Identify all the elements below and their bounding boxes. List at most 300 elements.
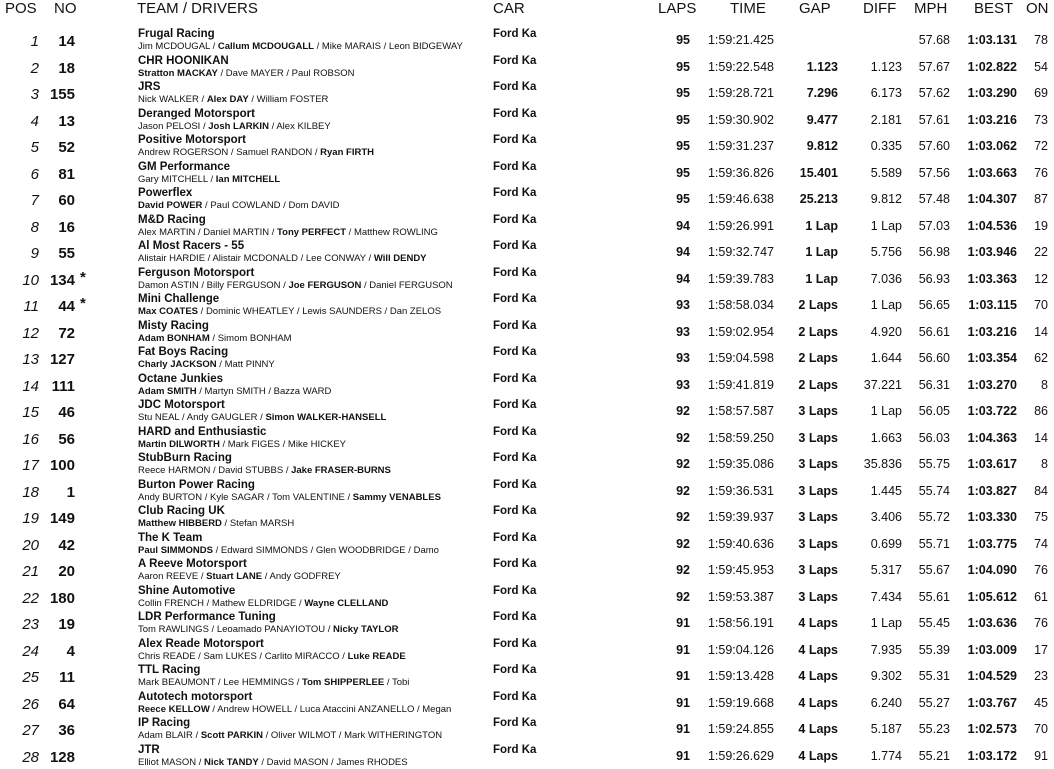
cell-drivers xyxy=(138,94,328,105)
cell-gap: 3 Laps xyxy=(798,430,838,445)
driver-name: Megan xyxy=(422,703,452,715)
cell-time: 1:59:39.783 xyxy=(707,271,774,286)
table-row xyxy=(0,54,1054,81)
cell-diff: 37.221 xyxy=(863,377,902,392)
cell-time: 1:59:45.953 xyxy=(707,563,774,577)
cell-pos: 14 xyxy=(22,377,39,395)
driver-separator: / xyxy=(209,703,218,715)
cell-time: 1:58:58.034 xyxy=(707,298,774,312)
cell-no: 44 xyxy=(58,298,75,315)
cell-on: 45 xyxy=(1034,695,1048,710)
cell-time: 1:59:40.636 xyxy=(707,536,774,551)
driver-name-highlight: Nicky TAYLOR xyxy=(333,624,399,635)
driver-name-highlight: Adam BONHAM xyxy=(138,332,210,344)
cell-laps: 94 xyxy=(676,271,690,286)
cell-team: M&D Racing xyxy=(138,213,206,226)
cell-laps: 92 xyxy=(676,536,690,551)
driver-name: Tom RAWLINGS xyxy=(138,624,209,635)
driver-name-highlight: Nick TANDY xyxy=(204,756,259,768)
driver-separator: / xyxy=(280,279,289,291)
cell-on: 14 xyxy=(1034,430,1048,445)
driver-name: Andy GAUGLER xyxy=(186,412,258,423)
cell-car: Ford Ka xyxy=(493,478,537,491)
cell-gap: 3 Laps xyxy=(798,510,838,524)
cell-mph: 57.03 xyxy=(918,218,950,233)
driver-name: Alex KILBEY xyxy=(276,120,331,132)
cell-laps: 93 xyxy=(676,324,690,339)
cell-on: 91 xyxy=(1034,748,1048,763)
cell-on: 8 xyxy=(1041,457,1048,471)
cell-car: Ford Ka xyxy=(493,399,537,411)
driver-separator: / xyxy=(217,67,226,79)
cell-no: 11 xyxy=(59,669,75,686)
cell-on: 70 xyxy=(1034,298,1048,312)
cell-on: 87 xyxy=(1034,192,1048,206)
driver-name: Leon BIDGEWAY xyxy=(388,41,463,52)
driver-name: Andy GODFREY xyxy=(269,571,341,582)
cell-car: Ford Ka xyxy=(493,690,537,703)
cell-mph: 56.31 xyxy=(918,377,950,392)
cell-gap: 3 Laps xyxy=(798,483,838,498)
cell-drivers xyxy=(138,412,386,423)
cell-diff: 1.774 xyxy=(870,748,902,763)
cell-pos: 18 xyxy=(22,483,39,501)
cell-gap: 15.401 xyxy=(799,165,838,180)
driver-separator: / xyxy=(179,412,187,423)
cell-gap: 3 Laps xyxy=(798,536,838,551)
cell-pos: 2 xyxy=(30,59,39,77)
cell-team: IP Racing xyxy=(138,717,191,729)
cell-mark: * xyxy=(80,295,86,312)
driver-name-highlight: Paul SIMMONDS xyxy=(138,544,213,556)
cell-diff: 5.317 xyxy=(870,563,902,577)
driver-name: Andrew ROGERSON xyxy=(138,147,229,158)
cell-best: 1:04.529 xyxy=(967,669,1017,683)
driver-separator: / xyxy=(325,624,334,635)
driver-separator: / xyxy=(291,703,300,715)
driver-name-highlight: Simon WALKER-HANSELL xyxy=(265,412,387,423)
driver-separator: / xyxy=(198,306,206,317)
driver-name-highlight: Adam SMITH xyxy=(138,385,197,397)
driver-separator: / xyxy=(196,385,205,397)
driver-name: Mathew ELDRIDGE xyxy=(211,597,297,609)
driver-separator: / xyxy=(265,385,274,397)
cell-team: A Reeve Motorsport xyxy=(138,558,247,570)
cell-team: GM Performance xyxy=(138,160,231,173)
driver-name: Lee HEMMINGS xyxy=(223,677,295,688)
driver-separator: / xyxy=(209,332,218,344)
table-row xyxy=(0,292,1054,319)
cell-mph: 57.62 xyxy=(918,86,950,100)
cell-drivers xyxy=(138,280,453,291)
cell-pos: 17 xyxy=(22,457,39,474)
cell-pos: 6 xyxy=(30,165,39,183)
cell-laps: 94 xyxy=(676,245,690,259)
cell-laps: 93 xyxy=(676,377,690,392)
cell-team: Al Most Racers - 55 xyxy=(138,240,245,252)
cell-gap: 1 Lap xyxy=(805,271,838,286)
cell-mph: 55.74 xyxy=(918,483,950,498)
driver-name-highlight: Callum MCDOUGALL xyxy=(217,41,314,52)
cell-time: 1:59:26.991 xyxy=(707,218,774,233)
cell-best: 1:03.363 xyxy=(967,271,1017,286)
cell-mph: 55.45 xyxy=(918,616,950,630)
driver-separator: / xyxy=(280,438,288,450)
driver-separator: / xyxy=(258,756,267,768)
cell-time: 1:59:36.531 xyxy=(707,483,774,498)
cell-drivers xyxy=(138,651,406,662)
cell-best: 1:03.617 xyxy=(967,457,1017,471)
cell-diff: 7.036 xyxy=(870,271,902,286)
driver-separator: / xyxy=(381,306,390,317)
cell-drivers xyxy=(138,439,346,450)
driver-name: Andy BURTON xyxy=(138,491,203,503)
cell-time: 1:59:21.425 xyxy=(707,33,774,47)
cell-no: 60 xyxy=(58,192,75,209)
cell-time: 1:59:24.855 xyxy=(707,722,774,736)
cell-no: 100 xyxy=(49,457,75,474)
driver-name-highlight: Tony PERFECT xyxy=(277,226,347,238)
table-row xyxy=(0,451,1054,478)
cell-car: Ford Ka xyxy=(493,54,537,67)
cell-on: 62 xyxy=(1034,351,1048,365)
cell-pos: 20 xyxy=(22,536,39,554)
driver-name: Mike HICKEY xyxy=(287,438,346,450)
cell-laps: 92 xyxy=(676,483,690,498)
cell-team: Frugal Racing xyxy=(138,28,215,40)
cell-time: 1:59:46.638 xyxy=(707,192,774,206)
cell-mph: 56.65 xyxy=(918,298,950,312)
cell-best: 1:04.307 xyxy=(967,192,1017,206)
cell-team: Club Racing UK xyxy=(138,505,225,517)
table-row xyxy=(0,425,1054,452)
cell-laps: 93 xyxy=(676,298,690,312)
header-no: NO xyxy=(54,0,77,17)
cell-mph: 56.03 xyxy=(918,430,950,445)
cell-car: Ford Ka xyxy=(493,743,537,756)
cell-no: 81 xyxy=(58,165,75,183)
driver-name: Stefan MARSH xyxy=(229,518,295,529)
cell-diff: 7.935 xyxy=(870,642,902,657)
cell-team: StubBurn Racing xyxy=(138,452,232,464)
cell-best: 1:03.115 xyxy=(968,298,1017,312)
cell-mph: 55.72 xyxy=(918,510,950,524)
driver-name-highlight: Alex DAY xyxy=(206,94,249,105)
cell-laps: 95 xyxy=(676,112,690,127)
cell-no: 18 xyxy=(58,59,75,77)
driver-separator: / xyxy=(268,120,277,132)
cell-diff: 1 Lap xyxy=(870,616,902,630)
cell-pos: 22 xyxy=(22,589,39,607)
results-header xyxy=(0,0,1054,24)
driver-separator: / xyxy=(198,279,207,291)
header-pos: POS xyxy=(5,0,37,17)
cell-laps: 91 xyxy=(676,748,690,763)
cell-gap: 4 Laps xyxy=(798,669,838,683)
cell-best: 1:03.354 xyxy=(967,351,1017,365)
cell-time: 1:59:35.086 xyxy=(707,457,774,471)
cell-team: Alex Reade Motorsport xyxy=(138,637,264,650)
cell-on: 72 xyxy=(1034,139,1048,153)
cell-mph: 55.61 xyxy=(918,589,950,604)
cell-diff: 5.187 xyxy=(870,722,902,736)
cell-diff: 5.589 xyxy=(870,165,902,180)
driver-separator: / xyxy=(205,253,213,264)
table-row xyxy=(0,610,1054,637)
cell-diff: 7.434 xyxy=(870,589,902,604)
header-team: TEAM / DRIVERS xyxy=(137,0,258,17)
driver-name: David MASON xyxy=(266,756,329,768)
cell-best: 1:03.290 xyxy=(967,86,1017,100)
cell-best: 1:03.827 xyxy=(967,483,1017,498)
driver-separator: / xyxy=(344,491,353,503)
cell-time: 1:59:39.937 xyxy=(707,510,774,524)
cell-pos: 10 xyxy=(22,271,39,289)
driver-name-highlight: Wayne CLELLAND xyxy=(304,597,389,609)
cell-gap: 2 Laps xyxy=(798,351,838,365)
cell-best: 1:03.131 xyxy=(967,33,1017,47)
driver-name: Mark WITHERINGTON xyxy=(344,730,443,741)
cell-gap: 1 Lap xyxy=(805,245,838,259)
table-row xyxy=(0,133,1054,160)
driver-separator: / xyxy=(212,544,221,556)
cell-time: 1:59:13.428 xyxy=(707,669,774,683)
cell-time: 1:59:28.721 xyxy=(707,86,774,100)
driver-name: Glen WOODBRIDGE xyxy=(315,544,406,556)
driver-separator: / xyxy=(256,650,265,662)
driver-name-highlight: Josh LARKIN xyxy=(208,120,269,132)
driver-name-highlight: Martin DILWORTH xyxy=(138,438,220,450)
cell-gap: 25.213 xyxy=(799,192,838,206)
cell-drivers xyxy=(138,359,275,370)
table-row xyxy=(0,663,1054,690)
cell-drivers xyxy=(138,730,442,741)
cell-on: 78 xyxy=(1034,33,1048,47)
cell-no: 14 xyxy=(58,33,75,50)
cell-car: Ford Ka xyxy=(493,637,537,650)
driver-name: Damon ASTIN xyxy=(138,279,199,291)
cell-gap: 4 Laps xyxy=(798,722,838,736)
cell-diff: 1 Lap xyxy=(870,404,902,418)
driver-separator: / xyxy=(313,41,322,52)
header-best: BEST xyxy=(974,0,1014,17)
cell-pos: 23 xyxy=(22,616,39,633)
cell-mph: 57.67 xyxy=(918,59,950,74)
cell-team: JTR xyxy=(138,743,160,756)
driver-name: Daniel FERGUSON xyxy=(369,279,453,291)
driver-name: Chris READE xyxy=(138,650,196,662)
cell-team: Shine Automotive xyxy=(138,584,236,597)
cell-pos: 28 xyxy=(22,748,39,766)
cell-team: Positive Motorsport xyxy=(138,134,246,146)
cell-diff: 9.812 xyxy=(870,192,902,206)
cell-pos: 11 xyxy=(23,298,39,315)
cell-no: 42 xyxy=(58,536,75,554)
cell-on: 86 xyxy=(1034,404,1048,418)
cell-drivers xyxy=(138,333,292,344)
table-row xyxy=(0,239,1054,266)
cell-drivers xyxy=(138,200,340,211)
cell-pos: 5 xyxy=(30,139,39,156)
cell-car: Ford Ka xyxy=(493,505,537,517)
cell-pos: 19 xyxy=(22,510,39,527)
cell-team: Mini Challenge xyxy=(138,293,220,305)
driver-separator: / xyxy=(381,41,389,52)
cell-team: Autotech motorsport xyxy=(138,690,253,703)
table-row xyxy=(0,266,1054,293)
driver-separator: / xyxy=(297,253,306,264)
cell-car: Ford Ka xyxy=(493,81,537,93)
cell-gap: 3 Laps xyxy=(798,589,838,604)
cell-on: 61 xyxy=(1034,589,1048,604)
cell-team: LDR Performance Tuning xyxy=(138,611,276,623)
cell-drivers xyxy=(138,624,398,635)
driver-name-highlight: David POWER xyxy=(138,200,203,211)
table-row xyxy=(0,186,1054,213)
cell-no: 111 xyxy=(51,377,75,395)
cell-on: 76 xyxy=(1034,616,1048,630)
cell-no: 127 xyxy=(49,351,75,368)
table-row xyxy=(0,716,1054,743)
cell-time: 1:59:36.826 xyxy=(707,165,774,180)
cell-pos: 25 xyxy=(22,669,39,686)
cell-on: 19 xyxy=(1034,218,1048,233)
driver-separator: / xyxy=(195,650,204,662)
cell-on: 12 xyxy=(1034,271,1048,286)
cell-diff: 6.240 xyxy=(870,695,902,710)
driver-separator: / xyxy=(192,730,201,741)
cell-best: 1:03.663 xyxy=(967,165,1017,180)
driver-name: Daniel MARTIN xyxy=(203,226,270,238)
cell-diff: 1 Lap xyxy=(870,218,902,233)
cell-best: 1:03.775 xyxy=(967,536,1017,551)
cell-car: Ford Ka xyxy=(493,452,537,464)
cell-car: Ford Ka xyxy=(493,611,537,623)
cell-time: 1:59:04.126 xyxy=(707,642,774,657)
header-laps: LAPS xyxy=(658,0,697,17)
cell-best: 1:02.822 xyxy=(967,59,1017,74)
driver-name: Reece HARMON xyxy=(138,465,211,476)
driver-separator: / xyxy=(328,756,337,768)
driver-name: Andrew HOWELL xyxy=(217,703,292,715)
cell-gap: 9.477 xyxy=(806,112,838,127)
cell-time: 1:59:22.548 xyxy=(707,59,774,74)
table-row xyxy=(0,743,1054,769)
driver-separator: / xyxy=(210,465,219,476)
header-time: TIME xyxy=(730,0,766,17)
table-row xyxy=(0,80,1054,107)
cell-team: CHR HOONIKAN xyxy=(138,54,229,67)
driver-name: Dave MAYER xyxy=(225,67,284,79)
driver-name: David STUBBS xyxy=(218,465,284,476)
table-row xyxy=(0,107,1054,134)
cell-pos: 1 xyxy=(30,33,39,50)
driver-name-highlight: Will DENDY xyxy=(373,253,427,264)
cell-pos: 9 xyxy=(30,245,39,262)
driver-separator: / xyxy=(198,571,207,582)
cell-pos: 26 xyxy=(22,695,39,713)
cell-team: JRS xyxy=(138,81,161,93)
cell-mph: 57.56 xyxy=(918,165,950,180)
driver-name: Paul ROBSON xyxy=(291,67,355,79)
cell-on: 8 xyxy=(1041,377,1048,392)
cell-mph: 57.68 xyxy=(918,33,950,47)
cell-laps: 92 xyxy=(676,589,690,604)
driver-separator: / xyxy=(283,465,292,476)
table-row xyxy=(0,372,1054,399)
cell-on: 17 xyxy=(1034,642,1048,657)
cell-pos: 7 xyxy=(30,192,39,209)
driver-name: Alistair HARDIE xyxy=(138,253,206,264)
driver-name: Gary MITCHELL xyxy=(138,173,208,185)
cell-laps: 95 xyxy=(676,139,690,153)
cell-diff: 6.173 xyxy=(870,86,902,100)
driver-separator: / xyxy=(262,730,271,741)
cell-gap: 2 Laps xyxy=(798,377,838,392)
driver-separator: / xyxy=(365,253,374,264)
cell-no: 1 xyxy=(66,483,75,501)
driver-separator: / xyxy=(296,597,305,609)
cell-gap: 3 Laps xyxy=(798,457,838,471)
cell-mph: 55.75 xyxy=(918,457,950,471)
cell-laps: 92 xyxy=(676,510,690,524)
cell-pos: 13 xyxy=(22,351,39,368)
driver-name-highlight: Tom SHIPPERLEE xyxy=(302,677,385,688)
cell-no: 64 xyxy=(58,695,75,713)
cell-car: Ford Ka xyxy=(493,134,537,146)
cell-on: 74 xyxy=(1034,536,1048,551)
driver-separator: / xyxy=(208,624,217,635)
driver-name: Matthew ROWLING xyxy=(353,226,438,238)
cell-on: 75 xyxy=(1034,510,1048,524)
cell-team: HARD and Enthusiastic xyxy=(138,425,267,438)
cell-time: 1:59:30.902 xyxy=(707,112,774,127)
driver-name: Paul COWLAND xyxy=(210,200,281,211)
cell-mph: 56.93 xyxy=(918,271,950,286)
cell-diff: 3.406 xyxy=(870,510,902,524)
cell-car: Ford Ka xyxy=(493,372,537,385)
driver-separator: / xyxy=(228,147,237,158)
driver-name-highlight: Charly JACKSON xyxy=(138,359,217,370)
driver-name-highlight: Luke READE xyxy=(347,650,406,662)
cell-pos: 4 xyxy=(30,112,39,130)
header-on: ON xyxy=(1026,0,1049,17)
driver-name-highlight: Stratton MACKAY xyxy=(138,67,218,79)
cell-best: 1:03.722 xyxy=(967,404,1017,418)
cell-drivers xyxy=(138,492,441,503)
driver-name: Leoamado PANAYIOTOU xyxy=(216,624,326,635)
driver-name-highlight: Ian MITCHELL xyxy=(215,173,281,185)
cell-time: 1:59:02.954 xyxy=(707,324,774,339)
cell-mph: 57.48 xyxy=(918,192,950,206)
cell-mph: 55.27 xyxy=(918,695,950,710)
cell-pos: 15 xyxy=(22,404,39,421)
driver-separator: / xyxy=(195,226,204,238)
table-row xyxy=(0,690,1054,717)
cell-no: 52 xyxy=(58,139,75,156)
cell-car: Ford Ka xyxy=(493,425,537,438)
cell-best: 1:05.612 xyxy=(967,589,1017,604)
cell-on: 84 xyxy=(1034,483,1048,498)
cell-drivers xyxy=(138,174,280,185)
cell-best: 1:03.009 xyxy=(967,642,1017,657)
driver-name: Jason PELOSI xyxy=(138,120,201,132)
cell-pos: 21 xyxy=(22,563,39,580)
cell-drivers xyxy=(138,757,408,768)
cell-team: JDC Motorsport xyxy=(138,399,225,411)
cell-laps: 92 xyxy=(676,563,690,577)
cell-gap: 2 Laps xyxy=(798,324,838,339)
